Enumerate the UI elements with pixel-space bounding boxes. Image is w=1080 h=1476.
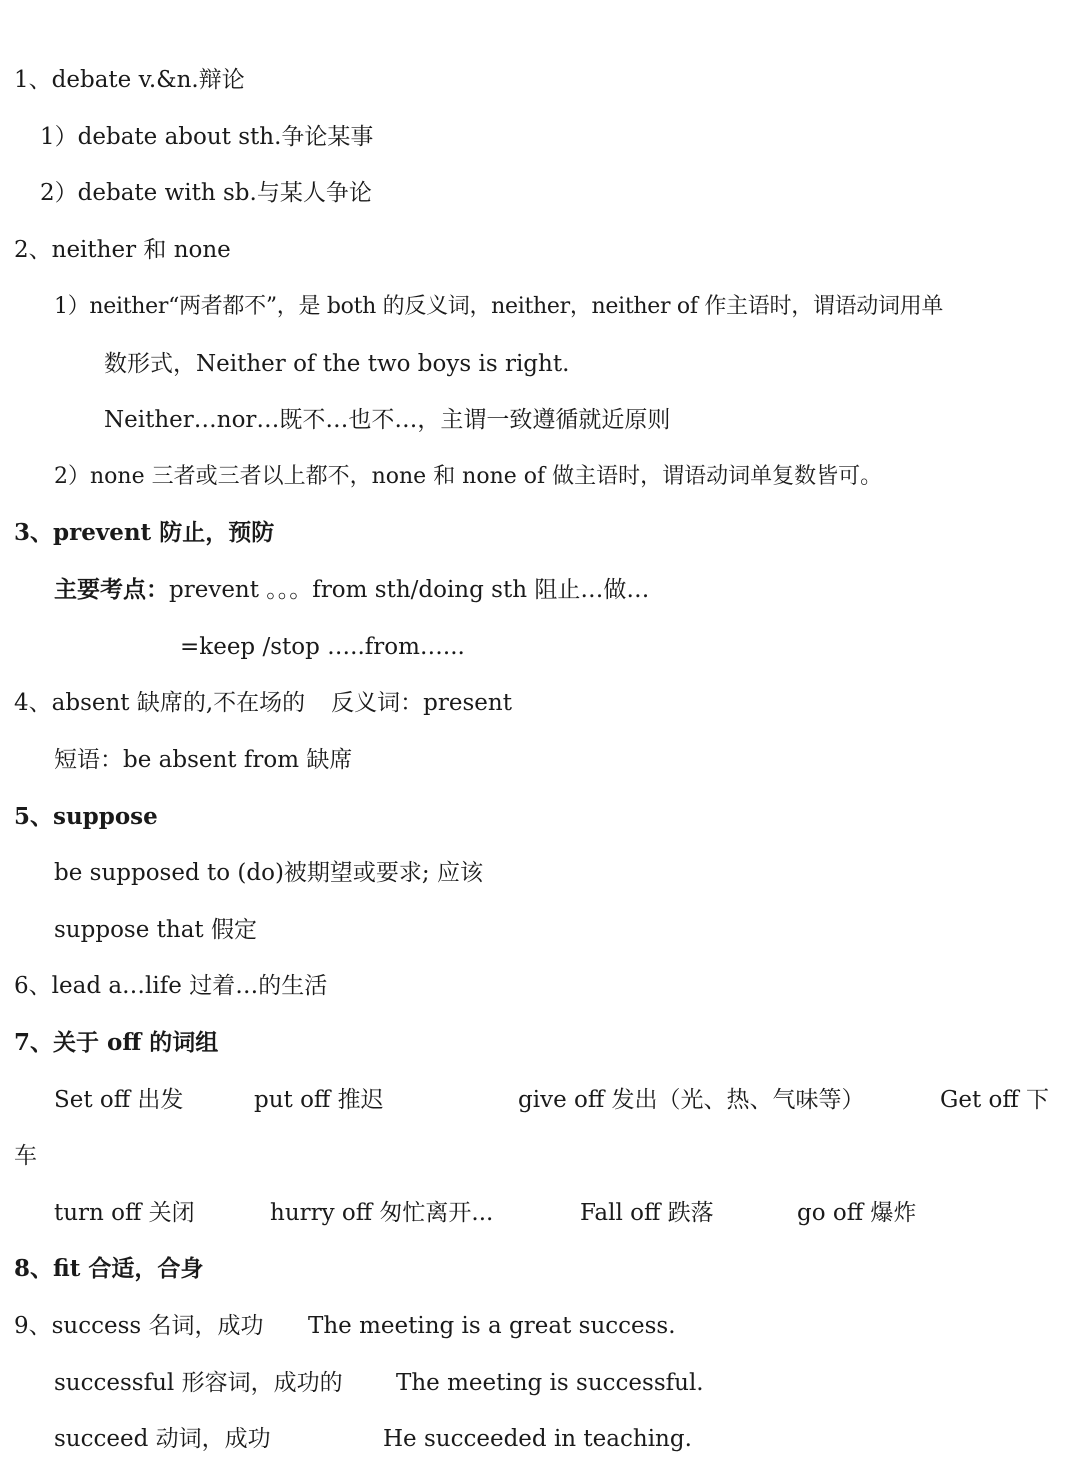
section-1-heading: 1、debate v.&n.辩论 xyxy=(14,67,245,93)
phrase-hurry-off: hurry off 匆忙离开... xyxy=(270,1200,494,1226)
phrase-fall-off: Fall off 跌落 xyxy=(580,1200,714,1226)
key-point-label: 主要考点： xyxy=(54,576,169,603)
phrase-get-off: Get off 下 xyxy=(940,1087,1050,1113)
phrase-go-off: go off 爆炸 xyxy=(797,1200,917,1226)
section-5-line-2: suppose that 假定 xyxy=(54,917,257,943)
section-3-line-1: 主要考点：prevent 。。。from sth/doing sth 阻止…做… xyxy=(54,576,650,603)
section-9-line-1: successful 形容词，成功的 The meeting is successful. xyxy=(54,1370,704,1396)
section-5-heading: 5、suppose xyxy=(14,803,158,830)
section-2-line-4: 2）none 三者或三者以上都不，none 和 none of 做主语时，谓语动词单复数皆可。 xyxy=(54,464,883,489)
section-1-line-1: 1）debate about sth.争论某事 xyxy=(40,124,374,150)
section-6-heading: 6、lead a…life 过着…的生活 xyxy=(14,973,328,999)
section-1-line-2: 2）debate with sb.与某人争论 xyxy=(40,180,372,206)
section-7-phrases-row-1 xyxy=(0,1083,1068,1117)
section-2-heading: 2、neither 和 none xyxy=(14,237,231,263)
section-7-heading: 7、关于 off 的词组 xyxy=(14,1029,219,1056)
phrase-put-off: put off 推迟 xyxy=(254,1087,384,1113)
section-4-heading: 4、absent 缺席的,不在场的 反义词：present xyxy=(14,690,512,716)
section-5-line-1: be supposed to (do)被期望或要求; 应该 xyxy=(54,860,483,886)
section-4-line-1: 短语：be absent from 缺席 xyxy=(54,747,353,773)
section-2-line-1: 1）neither“两者都不”，是 both 的反义词，neither，neither of 作主语时，谓语动词用单 xyxy=(54,294,944,319)
phrase-give-off: give off 发出（光、热、气味等） xyxy=(518,1087,865,1113)
phrase-set-off: Set off 出发 xyxy=(54,1087,184,1113)
section-7-phrases-row-2 xyxy=(0,1196,1068,1230)
section-2-line-3: Neither…nor…既不…也不…，主谓一致遵循就近原则 xyxy=(104,407,671,433)
section-9-heading: 9、success 名词，成功 The meeting is a great success. xyxy=(14,1313,676,1339)
section-7-phrase-wrap: 车 xyxy=(14,1143,37,1169)
section-3-heading: 3、prevent 防止，预防 xyxy=(14,519,275,546)
section-8-heading: 8、fit 合适，合身 xyxy=(14,1255,204,1282)
phrase-turn-off: turn off 关闭 xyxy=(54,1200,195,1226)
section-3-line-2: =keep /stop …..from…... xyxy=(180,634,465,660)
section-9-line-2: succeed 动词，成功 He succeeded in teaching. xyxy=(54,1426,692,1452)
section-2-line-2: 数形式，Neither of the two boys is right. xyxy=(104,351,570,377)
